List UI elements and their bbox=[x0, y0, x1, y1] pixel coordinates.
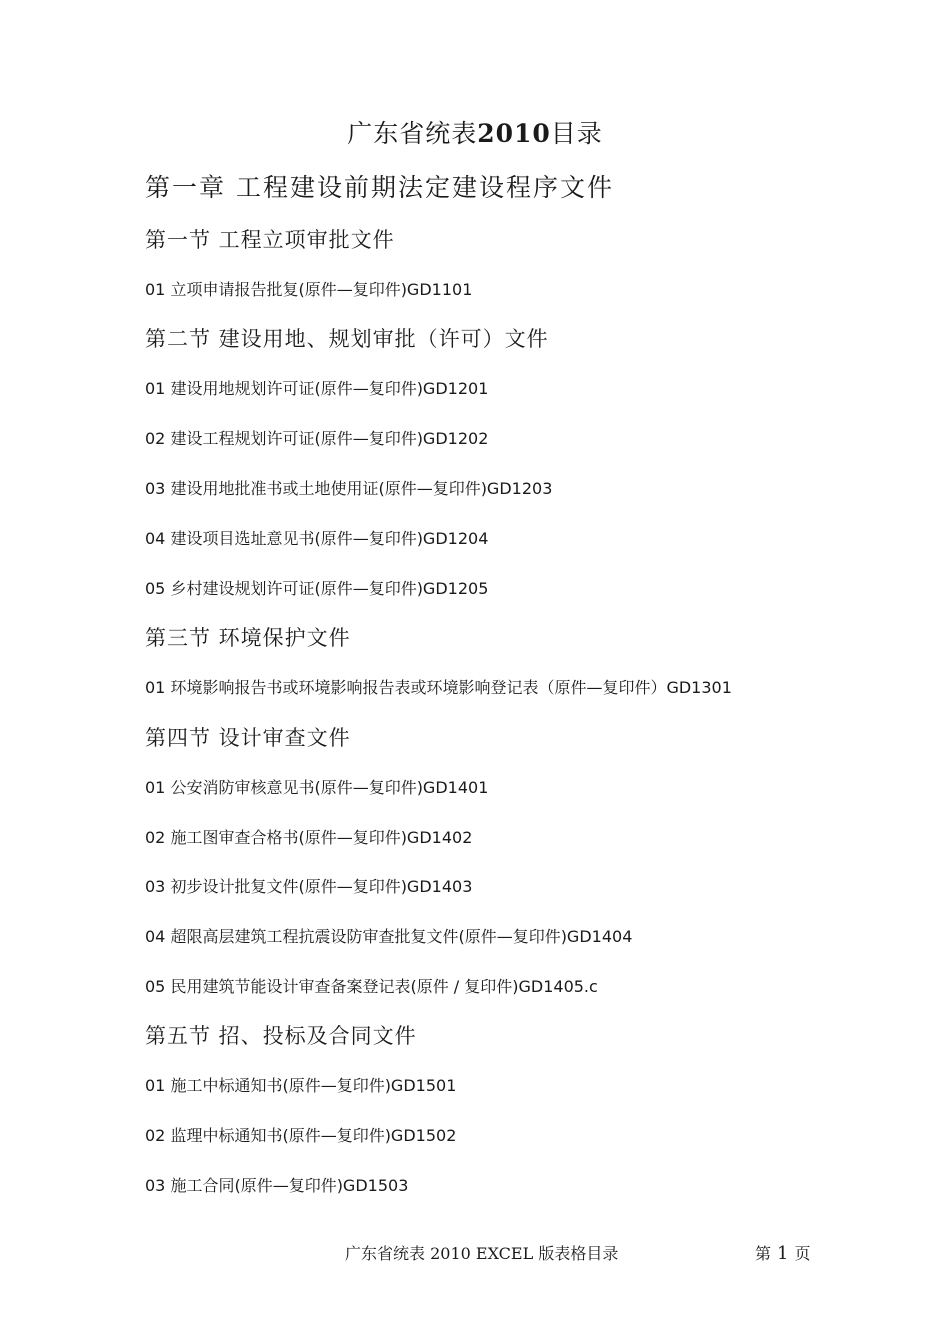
page-number bbox=[755, 1241, 810, 1264]
section-heading: 第四节 设计审查文件 bbox=[145, 726, 351, 750]
list-item: 02 建设工程规划许可证(原件—复印件)GD1202 bbox=[145, 429, 489, 448]
section-heading: 第三节 环境保护文件 bbox=[145, 626, 351, 650]
list-item: 01 施工中标通知书(原件—复印件)GD1501 bbox=[145, 1076, 457, 1095]
list-item: 05 乡村建设规划许可证(原件—复印件)GD1205 bbox=[145, 579, 489, 598]
chapter-heading: 第一章 工程建设前期法定建设程序文件 bbox=[145, 173, 614, 202]
list-item: 03 初步设计批复文件(原件—复印件)GD1403 bbox=[145, 877, 473, 896]
list-item: 01 立项申请报告批复(原件—复印件)GD1101 bbox=[145, 280, 473, 299]
page-prefix: 第 bbox=[755, 1244, 772, 1263]
list-item: 02 监理中标通知书(原件—复印件)GD1502 bbox=[145, 1126, 457, 1145]
page-suffix: 页 bbox=[794, 1244, 811, 1263]
list-item: 04 超限高层建筑工程抗震设防审查批复文件(原件—复印件)GD1404 bbox=[145, 927, 633, 946]
list-item: 02 施工图审查合格书(原件—复印件)GD1402 bbox=[145, 828, 473, 847]
title-prefix: 广东省统表 bbox=[347, 119, 478, 148]
section-heading: 第一节 工程立项审批文件 bbox=[145, 228, 395, 252]
list-item: 01 环境影响报告书或环境影响报告表或环境影响登记表（原件—复印件）GD1301 bbox=[145, 678, 732, 697]
list-item: 01 公安消防审核意见书(原件—复印件)GD1401 bbox=[145, 778, 489, 797]
footer-title: 广东省统表 2010 EXCEL 版表格目录 bbox=[345, 1244, 619, 1263]
list-item: 01 建设用地规划许可证(原件—复印件)GD1201 bbox=[145, 379, 489, 398]
title-suffix: 目录 bbox=[550, 119, 603, 148]
list-item: 03 施工合同(原件—复印件)GD1503 bbox=[145, 1176, 409, 1195]
page-number-value: 1 bbox=[777, 1243, 789, 1264]
list-item: 05 民用建筑节能设计审查备案登记表(原件 / 复印件)GD1405.c bbox=[145, 977, 598, 996]
title-year: 2010 bbox=[477, 119, 551, 148]
document-title bbox=[0, 114, 950, 150]
section-heading: 第二节 建设用地、规划审批（许可）文件 bbox=[145, 327, 549, 351]
list-item: 04 建设项目选址意见书(原件—复印件)GD1204 bbox=[145, 529, 489, 548]
section-heading: 第五节 招、投标及合同文件 bbox=[145, 1024, 417, 1048]
list-item: 03 建设用地批准书或土地使用证(原件—复印件)GD1203 bbox=[145, 479, 553, 498]
